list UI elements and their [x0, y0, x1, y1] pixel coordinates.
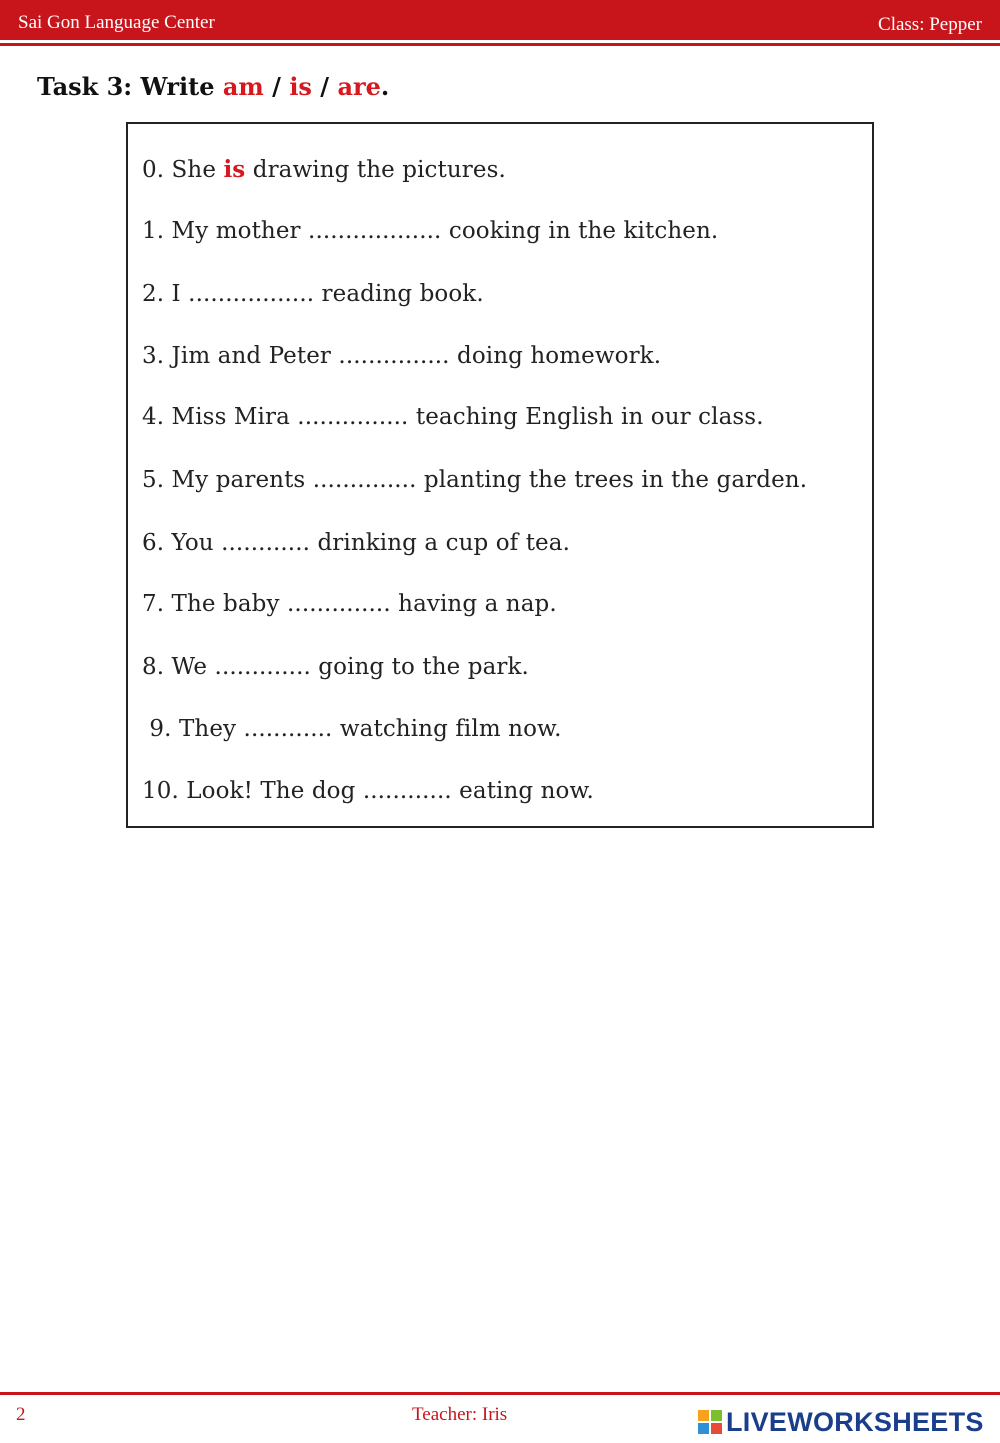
page-number: 2 — [16, 1404, 26, 1425]
option-is: is — [289, 72, 312, 101]
task-prefix: Task 3: Write — [37, 72, 223, 101]
question-1[interactable]: 1. My mother .................. cooking in the kitchen. — [142, 218, 719, 244]
exercise-box — [126, 122, 874, 828]
separator: / — [311, 72, 338, 101]
question-3[interactable]: 3. Jim and Peter ............... doing homework. — [142, 343, 662, 369]
separator: / — [263, 72, 290, 101]
question-5[interactable]: 5. My parents .............. planting the trees in the garden. — [142, 467, 808, 493]
question-6[interactable]: 6. You ............ drinking a cup of tea. — [142, 530, 570, 556]
question-2[interactable]: 2. I ................. reading book. — [142, 281, 484, 307]
header-divider — [0, 43, 1000, 46]
question-9[interactable]: 9. They ............ watching film now. — [142, 716, 562, 742]
question-8[interactable]: 8. We ............. going to the park. — [142, 654, 529, 680]
class-name: Class: Pepper — [878, 14, 982, 35]
question-7[interactable]: 7. The baby .............. having a nap. — [142, 591, 557, 617]
option-are: are — [337, 72, 381, 101]
task-suffix: . — [380, 72, 390, 101]
question-text: 0. She — [142, 157, 224, 183]
option-am: am — [222, 72, 264, 101]
logo-icon — [697, 1409, 723, 1435]
question-10[interactable]: 10. Look! The dog ............ eating now. — [142, 778, 594, 804]
teacher-name: Teacher: Iris — [412, 1404, 508, 1425]
school-name: Sai Gon Language Center — [18, 12, 215, 33]
liveworksheets-logo — [697, 1407, 984, 1437]
question-0 — [142, 156, 506, 183]
task-title — [37, 72, 389, 101]
question-text: drawing the pictures. — [245, 157, 506, 183]
example-answer: is — [223, 156, 246, 183]
footer-divider — [0, 1392, 1000, 1395]
brand-name: LIVEWORKSHEETS — [726, 1406, 984, 1437]
question-4[interactable]: 4. Miss Mira ............... teaching English in our class. — [142, 404, 764, 430]
header-bar — [0, 0, 1000, 40]
